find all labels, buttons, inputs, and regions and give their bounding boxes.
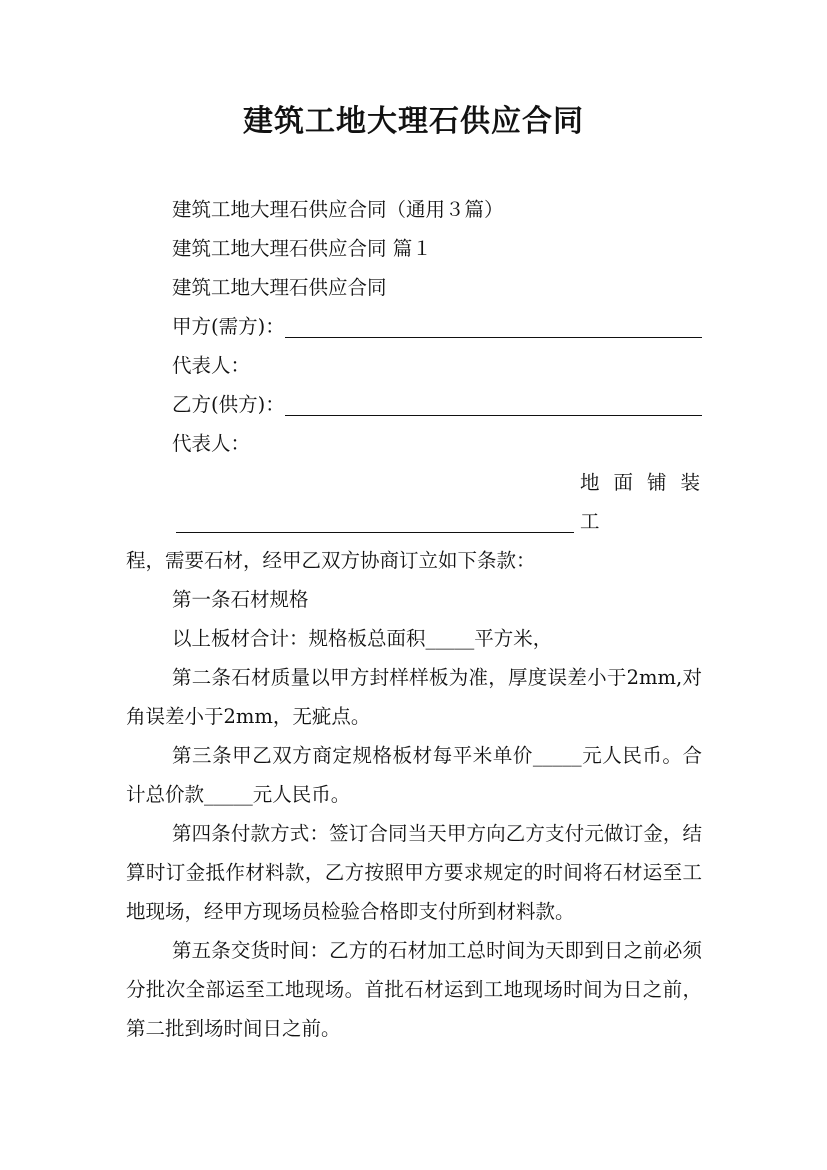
article-3: 第三条甲乙双方商定规格板材每平米单价_____元人民币。合计总价款_____元人民币。 [126,744,702,806]
article-2: 第二条石材质量以甲方封样样板为准，厚度误差小于2mm,对角误差小于2mm，无疵点。 [126,666,702,728]
party-a-row [126,307,702,346]
contract-name: 建筑工地大理石供应合同 [172,276,387,299]
party-b-row [126,385,702,424]
party-b-rep: 代表人： [172,432,251,455]
document-title: 建筑工地大理石供应合同 [243,104,584,139]
party-b-blank [285,391,702,416]
subtitle-line: 建筑工地大理石供应合同（通用３篇） [172,198,504,221]
article-1-total: 以上板材合计：规格板总面积_____平方米， [172,627,553,650]
article-4: 第四条付款方式：签订合同当天甲方向乙方支付元做订金，结算时订金抵作材料款，乙方按照甲方要求规定的时间将石材运至工地现场，经甲方现场员检验合格即支付所到材料款。 [126,822,702,923]
article-5: 第五条交货时间：乙方的石材加工总时间为天即到日之前必须分批次全部运至工地现场。首批石材运到工地现场时间为日之前，第二批到场时间日之前。 [126,939,702,1040]
project-suffix [574,463,715,541]
party-b-label: 乙方(供方)： [172,393,285,416]
project-row [126,463,715,541]
party-a-rep: 代表人： [172,354,251,377]
party-a-label: 甲方(需方)： [172,315,285,338]
article-1: 第一条石材规格 [172,588,309,611]
project-blank [176,508,574,533]
party-a-blank [285,313,702,338]
project-suffix-text: 地面铺装工 [580,471,715,533]
project-continuation: 程，需要石材，经甲乙双方协商订立如下条款： [126,549,536,572]
part-heading: 建筑工地大理石供应合同 篇１ [172,237,432,260]
document-body [126,190,715,1048]
